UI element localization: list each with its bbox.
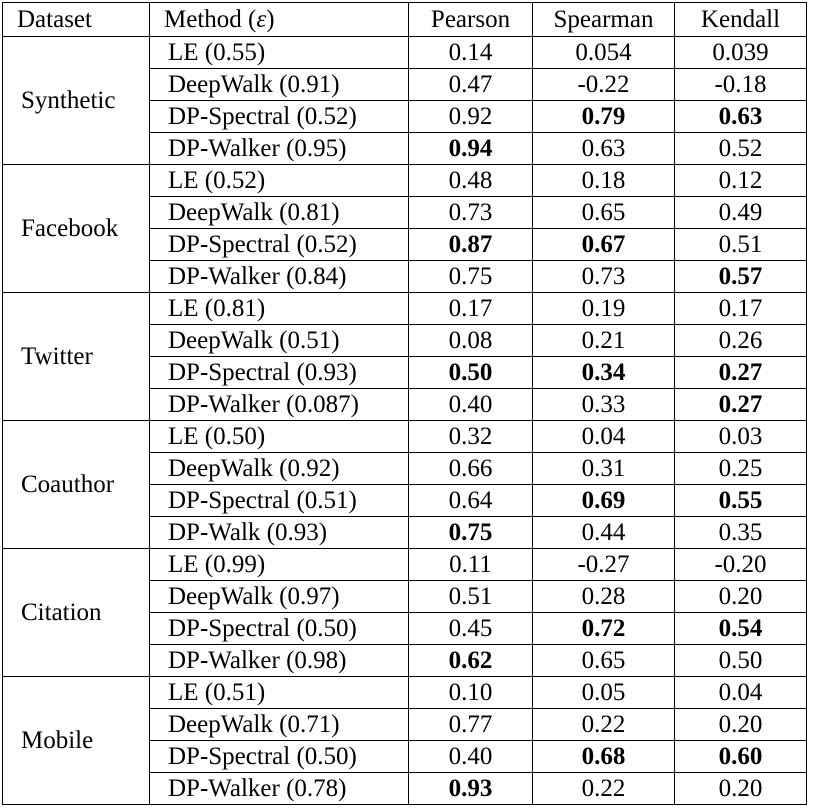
- pearson-cell: 0.14: [409, 37, 533, 69]
- method-cell: DP-Walker (0.95): [150, 133, 409, 165]
- kendall-cell: 0.26: [675, 325, 807, 357]
- pearson-cell: 0.77: [409, 709, 533, 741]
- method-cell: DP-Walker (0.98): [150, 645, 409, 677]
- header-dataset: Dataset: [3, 3, 150, 37]
- spearman-cell: 0.65: [533, 645, 675, 677]
- kendall-cell: 0.12: [675, 165, 807, 197]
- spearman-cell: 0.79: [533, 101, 675, 133]
- method-cell: DeepWalk (0.51): [150, 325, 409, 357]
- method-cell: DeepWalk (0.97): [150, 581, 409, 613]
- pearson-cell: 0.08: [409, 325, 533, 357]
- spearman-cell: -0.27: [533, 549, 675, 581]
- kendall-cell: 0.27: [675, 357, 807, 389]
- method-cell: DP-Walker (0.087): [150, 389, 409, 421]
- spearman-cell: 0.22: [533, 773, 675, 805]
- table-row: [3, 37, 807, 69]
- spearman-cell: 0.65: [533, 197, 675, 229]
- pearson-cell: 0.92: [409, 101, 533, 133]
- method-cell: DP-Walker (0.78): [150, 773, 409, 805]
- pearson-cell: 0.48: [409, 165, 533, 197]
- pearson-cell: 0.64: [409, 485, 533, 517]
- header-pearson: Pearson: [409, 3, 533, 37]
- spearman-cell: 0.18: [533, 165, 675, 197]
- spearman-cell: 0.33: [533, 389, 675, 421]
- spearman-cell: 0.67: [533, 229, 675, 261]
- kendall-cell: 0.57: [675, 261, 807, 293]
- table-row: [3, 293, 807, 325]
- kendall-cell: -0.20: [675, 549, 807, 581]
- kendall-cell: 0.60: [675, 741, 807, 773]
- kendall-cell: 0.20: [675, 709, 807, 741]
- spearman-cell: 0.04: [533, 421, 675, 453]
- pearson-cell: 0.51: [409, 581, 533, 613]
- method-cell: DP-Walker (0.84): [150, 261, 409, 293]
- method-cell: DeepWalk (0.92): [150, 453, 409, 485]
- kendall-cell: 0.52: [675, 133, 807, 165]
- method-cell: DeepWalk (0.91): [150, 69, 409, 101]
- spearman-cell: 0.44: [533, 517, 675, 549]
- epsilon-symbol: ε: [256, 6, 267, 33]
- header-row: [3, 3, 807, 37]
- pearson-cell: 0.45: [409, 613, 533, 645]
- kendall-cell: 0.17: [675, 293, 807, 325]
- kendall-cell: 0.20: [675, 581, 807, 613]
- table-row: [3, 549, 807, 581]
- method-cell: DeepWalk (0.81): [150, 197, 409, 229]
- pearson-cell: 0.47: [409, 69, 533, 101]
- table-header: [3, 3, 807, 37]
- spearman-cell: 0.63: [533, 133, 675, 165]
- header-kendall: Kendall: [675, 3, 807, 37]
- dataset-cell: Synthetic: [3, 37, 150, 165]
- spearman-cell: 0.19: [533, 293, 675, 325]
- method-cell: DP-Spectral (0.51): [150, 485, 409, 517]
- table-row: [3, 165, 807, 197]
- method-cell: DP-Spectral (0.93): [150, 357, 409, 389]
- kendall-cell: 0.49: [675, 197, 807, 229]
- method-cell: DP-Spectral (0.52): [150, 101, 409, 133]
- kendall-cell: 0.63: [675, 101, 807, 133]
- pearson-cell: 0.75: [409, 261, 533, 293]
- method-cell: LE (0.99): [150, 549, 409, 581]
- spearman-cell: 0.21: [533, 325, 675, 357]
- pearson-cell: 0.17: [409, 293, 533, 325]
- pearson-cell: 0.10: [409, 677, 533, 709]
- header-method: [150, 3, 409, 37]
- pearson-cell: 0.73: [409, 197, 533, 229]
- kendall-cell: 0.25: [675, 453, 807, 485]
- table-body: [3, 37, 807, 805]
- dataset-cell: Mobile: [3, 677, 150, 805]
- kendall-cell: 0.03: [675, 421, 807, 453]
- method-cell: LE (0.52): [150, 165, 409, 197]
- pearson-cell: 0.93: [409, 773, 533, 805]
- pearson-cell: 0.62: [409, 645, 533, 677]
- pearson-cell: 0.75: [409, 517, 533, 549]
- spearman-cell: 0.69: [533, 485, 675, 517]
- kendall-cell: 0.50: [675, 645, 807, 677]
- spearman-cell: 0.28: [533, 581, 675, 613]
- spearman-cell: 0.05: [533, 677, 675, 709]
- method-cell: LE (0.50): [150, 421, 409, 453]
- kendall-cell: 0.55: [675, 485, 807, 517]
- kendall-cell: 0.27: [675, 389, 807, 421]
- method-cell: DP-Walk (0.93): [150, 517, 409, 549]
- pearson-cell: 0.87: [409, 229, 533, 261]
- kendall-cell: 0.51: [675, 229, 807, 261]
- table-row: [3, 677, 807, 709]
- pearson-cell: 0.50: [409, 357, 533, 389]
- header-spearman: Spearman: [533, 3, 675, 37]
- header-method-prefix: Method (: [164, 6, 257, 33]
- table-row: [3, 421, 807, 453]
- spearman-cell: 0.31: [533, 453, 675, 485]
- kendall-cell: 0.039: [675, 37, 807, 69]
- dataset-cell: Twitter: [3, 293, 150, 421]
- pearson-cell: 0.66: [409, 453, 533, 485]
- dataset-cell: Coauthor: [3, 421, 150, 549]
- method-cell: DP-Spectral (0.52): [150, 229, 409, 261]
- method-cell: LE (0.51): [150, 677, 409, 709]
- dataset-cell: Facebook: [3, 165, 150, 293]
- pearson-cell: 0.11: [409, 549, 533, 581]
- kendall-cell: 0.54: [675, 613, 807, 645]
- spearman-cell: 0.054: [533, 37, 675, 69]
- method-cell: DP-Spectral (0.50): [150, 613, 409, 645]
- kendall-cell: 0.04: [675, 677, 807, 709]
- pearson-cell: 0.32: [409, 421, 533, 453]
- spearman-cell: 0.68: [533, 741, 675, 773]
- kendall-cell: -0.18: [675, 69, 807, 101]
- header-method-suffix: ): [266, 6, 275, 33]
- method-cell: DP-Spectral (0.50): [150, 741, 409, 773]
- spearman-cell: 0.72: [533, 613, 675, 645]
- method-cell: LE (0.55): [150, 37, 409, 69]
- pearson-cell: 0.40: [409, 741, 533, 773]
- pearson-cell: 0.94: [409, 133, 533, 165]
- method-cell: LE (0.81): [150, 293, 409, 325]
- spearman-cell: -0.22: [533, 69, 675, 101]
- pearson-cell: 0.40: [409, 389, 533, 421]
- kendall-cell: 0.20: [675, 773, 807, 805]
- spearman-cell: 0.34: [533, 357, 675, 389]
- dataset-cell: Citation: [3, 549, 150, 677]
- kendall-cell: 0.35: [675, 517, 807, 549]
- spearman-cell: 0.22: [533, 709, 675, 741]
- method-cell: DeepWalk (0.71): [150, 709, 409, 741]
- results-table: [2, 2, 807, 805]
- spearman-cell: 0.73: [533, 261, 675, 293]
